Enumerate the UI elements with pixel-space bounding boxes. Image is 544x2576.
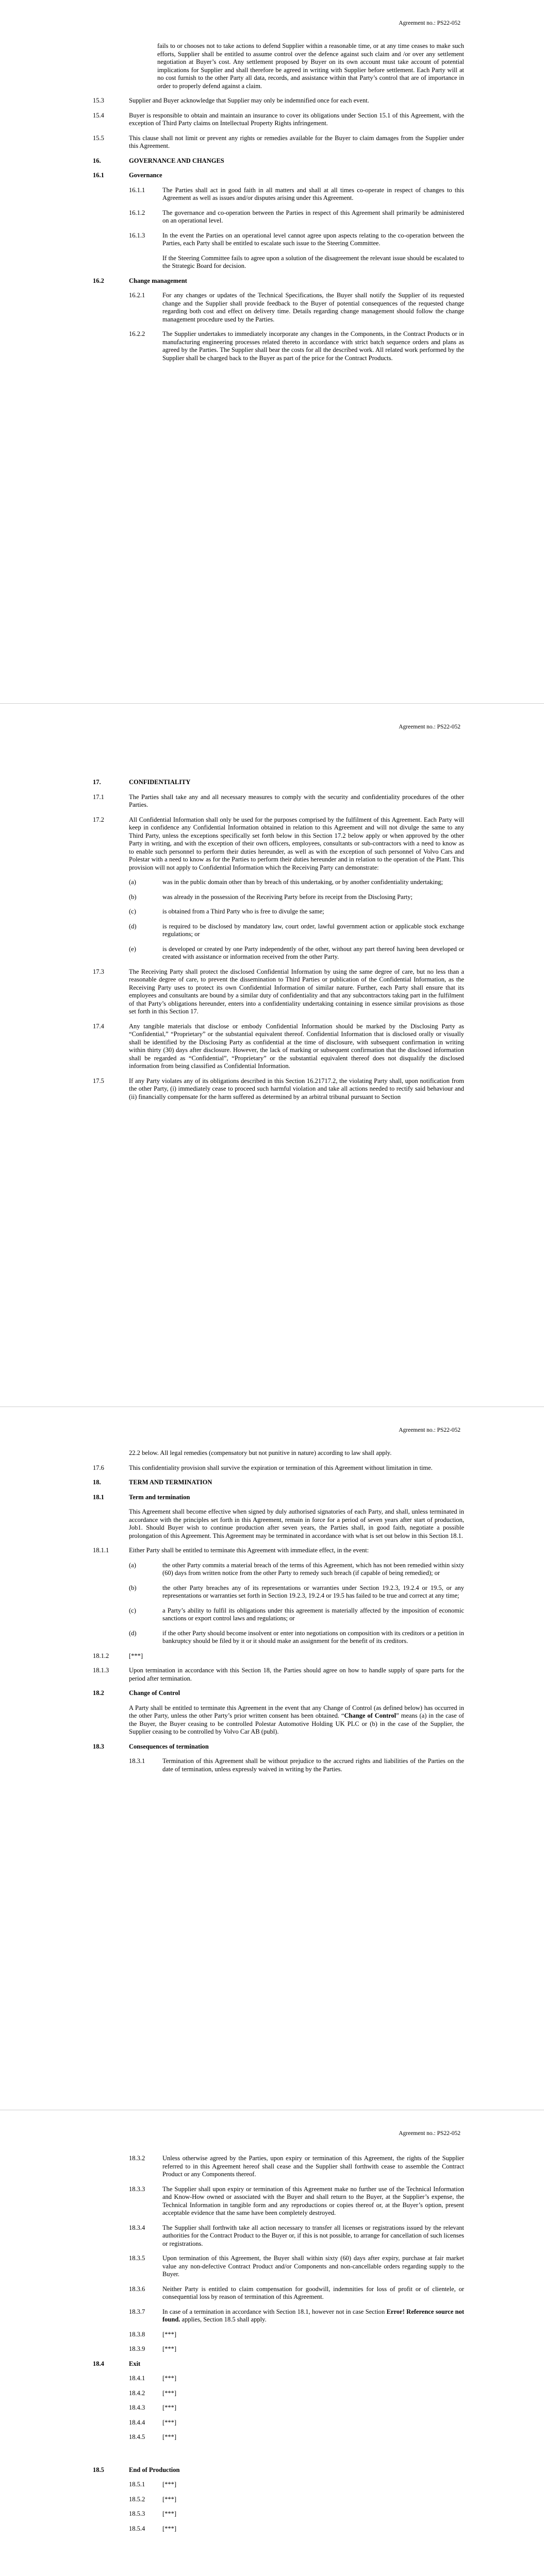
clause-18-3-3 xyxy=(129,2185,464,2217)
clause-18-4-3 xyxy=(129,2404,464,2412)
clause-text: Buyer is responsible to obtain and maintain an insurance to cover its obligations under Section 15.1 of this Agreement, with the exception of Third Party claims on Intellectual Property Rights infringement. xyxy=(129,111,464,127)
clause-number: 18.3.3 xyxy=(129,2185,145,2193)
clause-text: The Parties shall act in good faith in all matters and shall at all times co-operate in respect of changes to this Agreement as well as issues and/or disputes arising under this Agreement. xyxy=(162,186,464,201)
clause-18-1-1 xyxy=(93,1547,464,1555)
section-number: 18. xyxy=(93,1479,101,1486)
clause-text: The Supplier undertakes to immediately incorporate any changes in the Components, in the Contract Products or in manufacturing engineering processes related thereto in accordance with strict batch sequence orders and plans as agreed by the Parties. The Supplier shall bear the costs for all the described work. All related work performed by the Supplier shall be charged back to the Buyer as part of the price for the Contract Products. xyxy=(162,330,464,362)
clause-text: In the event the Parties on an operational level cannot agree upon aspects relating to the co-operation between the Parties, each Party shall be entitled to escalate such issue to the Steering Committee. xyxy=(162,231,464,247)
clause-18-3-1 xyxy=(129,1757,464,1773)
item-letter: (a) xyxy=(129,1561,136,1569)
clause-18-3-9 xyxy=(129,2345,464,2353)
clause-16-2-2 xyxy=(129,330,464,362)
redacted-text: [***] xyxy=(162,2524,177,2532)
clause-18-4-4 xyxy=(129,2419,464,2427)
clause-16-1-1 xyxy=(129,187,464,202)
clause-17-2-c xyxy=(129,908,464,916)
clause-number: 18.1 xyxy=(93,1493,104,1501)
clause-number: 17.2 xyxy=(93,816,104,823)
section-number: 16. xyxy=(93,157,101,164)
clause-number: 17.3 xyxy=(93,968,104,975)
clause-18-1-1-c xyxy=(129,1607,464,1623)
item-text: the other Party breaches any of its representations or warranties under Section 19.2.3, 19.2.4 or 19.5, or any representations or warranties set forth in Section 19.2.3, 19.2.4 or 19.5 has failed to be true and correct at any time; xyxy=(162,1584,464,1599)
clause-number: 18.1.1 xyxy=(93,1547,109,1554)
clause-18-5-1 xyxy=(129,2481,464,2489)
clause-text: Unless otherwise agreed by the Parties, upon expiry or termination of this Agreement, the rights of the Supplier referred to in this Agreement hereof shall cease and the Supplier shall forthwith cease to assemble the Contract Product or any Components thereof. xyxy=(162,2155,464,2178)
item-text: the other Party commits a material breach of the terms of this Agreement, which has not been remedied within sixty (60) days from written notice from the other Party to remedy such breach (if capable of being remedied); or xyxy=(162,1561,464,1577)
clause-18-3-4 xyxy=(129,2224,464,2248)
clause-15-4 xyxy=(93,112,464,128)
item-letter: (d) xyxy=(129,1629,137,1637)
clause-number: 18.5.2 xyxy=(129,2495,145,2503)
item-letter: (d) xyxy=(129,922,137,930)
clause-18-3-6 xyxy=(129,2285,464,2301)
clause-text: Upon termination in accordance with this Section 18, the Parties should agree on how to handle supply of spare parts for the period after termination. xyxy=(129,1667,464,1682)
text-run: In case of a termination in accordance with Section 18.1, however not in case Section xyxy=(162,2308,387,2315)
clause-18-3-5 xyxy=(129,2255,464,2279)
clause-number: 16.2.2 xyxy=(129,330,145,337)
redacted-text: [***] xyxy=(162,2510,177,2517)
clause-text: The governance and co-operation between the Parties in respect of this Agreement shall primarily be administered on an operational level. xyxy=(162,209,464,224)
clause-17-3 xyxy=(93,968,464,1016)
page-4-content xyxy=(93,2155,464,2539)
clause-text: The Parties shall take any and all necessary measures to comply with the security and confidentiality procedures of the other Parties. xyxy=(129,793,464,808)
document-page-3 xyxy=(0,1406,544,2110)
clause-number: 18.4.3 xyxy=(129,2404,145,2411)
clause-number: 18.3.6 xyxy=(129,2285,145,2293)
clause-18-3-2 xyxy=(129,2155,464,2179)
clause-number: 18.3.9 xyxy=(129,2345,145,2352)
clause-18-3-8 xyxy=(129,2331,464,2339)
clause-15-5 xyxy=(93,134,464,150)
redacted-text: [***] xyxy=(162,2330,177,2338)
clause-number: 15.4 xyxy=(93,111,104,119)
clause-18-3-heading xyxy=(93,1743,464,1751)
section-title: GOVERNANCE AND CHANGES xyxy=(129,157,224,164)
clause-18-1-1-a xyxy=(129,1562,464,1578)
clause-18-1-paragraph: This Agreement shall become effective when signed by duly authorised signatories of each Party, and shall, unless terminated in accordance with the principles set forth in this Agreement, remain in force for a period of seven years after start of production, Job1. Should Buyer wish to continue production after seven years, the Parties shall, in good faith, negotiate a possible prolongation of this Agreement. This Agreement may be terminated in accordance with what is set out below in this Section 18.1. xyxy=(129,1508,464,1539)
clause-text: Any tangible materials that disclose or embody Confidential Information should be marked by the Disclosing Party as “Confidential,” “Proprietary” or the substantial equivalent thereof. Confidential Information that is disclosed orally or visually shall be identified by the Disclosing Party as confidential at the time of disclosure, with subsequent confirmation in writing within thirty (30) days after disclosure. However, the lack of marking or subsequent confirmation that the disclosed information shall be regarded as “Confidential”, “Proprietary” or the substantial equivalent thereof does not disqualify the disclosed information from being classified as Confidential Information. xyxy=(129,1022,464,1070)
clause-number: 18.3.2 xyxy=(129,2155,145,2162)
clause-18-4-2 xyxy=(129,2389,464,2398)
clause-17-6 xyxy=(93,1464,464,1472)
clause-number: 16.1.1 xyxy=(129,186,145,194)
section-title: CONFIDENTIALITY xyxy=(129,778,191,786)
page-1-content xyxy=(93,42,464,369)
clause-number: 18.3.8 xyxy=(129,2330,145,2338)
clause-text: All Confidential Information shall only be used for the purposes comprised by the fulfilment of this Agreement. Each Party will keep in confidence any Confidential Information obtained in relation to this Agreement and will not divulge the same to any Third Party, unless the exceptions specifically set forth below in this Section 17.2 below apply or when approved by the other Party in writing, and with the exception of their own officers, employees, consultants or sub-contractors with a need to know as to enable such personnel to perform their duties hereunder, as well as with the exception of such personnel of Volvo Cars and Polestar with a need to know as for the Parties to perform their duties hereunder and in relation to the operation of the Plant. This provision will not apply to Confidential Information which the Receiving Party can demonstrate: xyxy=(129,816,464,871)
section-18-heading xyxy=(93,1479,464,1487)
clause-number: 18.4.4 xyxy=(129,2418,145,2426)
clause-number: 18.3.4 xyxy=(129,2224,145,2231)
clause-18-5-4 xyxy=(129,2525,464,2533)
page-2-content xyxy=(93,778,464,1108)
clause-text: For any changes or updates of the Technical Specifications, the Buyer shall notify the Supplier of its requested change and the Supplier shall provide feedback to the Buyer of potential consequences of the requested change regarding both cost and effect on delivery time. Details regarding change management should follow the change management procedure used by the Parties. xyxy=(162,292,464,323)
item-letter: (a) xyxy=(129,878,136,886)
document-page-1 xyxy=(0,0,544,703)
item-text: was in the public domain other than by breach of this undertaking, or by another confidentiality undertaking; xyxy=(162,878,443,886)
clause-number: 18.4 xyxy=(93,2360,104,2367)
clause-17-1 xyxy=(93,793,464,809)
clause-number: 18.5.3 xyxy=(129,2510,145,2517)
redacted-text: [***] xyxy=(162,2389,177,2397)
page-3-content xyxy=(93,1449,464,1780)
redacted-text: [***] xyxy=(162,2481,177,2488)
clause-17-4 xyxy=(93,1023,464,1071)
item-text: a Party’s ability to fulfil its obligations under this agreement is materially affected by the imposition of economic sanctions or export control laws and regulations; or xyxy=(162,1606,464,1622)
item-text: is required to be disclosed by mandatory law, court order, lawful government action or applicable stock exchange regulations; or xyxy=(162,922,464,938)
clause-18-5-3 xyxy=(129,2510,464,2518)
item-text: is developed or created by one Party independently of the other, without any part thereof having been developed or created with assistance or information received from the other Party. xyxy=(162,945,464,960)
clause-text: The Supplier shall upon expiry or termination of this Agreement make no further use of the Technical Information and Know-How owned or associated with the Buyer and shall return to the Buyer, at the Supplier’s expense, the Technical Information in tangible form and any reproductions or copies thereof or, at the Buyer’s option, present acceptable evidence that the same have been completely destroyed. xyxy=(162,2185,464,2216)
clause-16-1-heading xyxy=(93,172,464,180)
document-page-2 xyxy=(0,703,544,1406)
clause-17-5-continued: 22.2 below. All legal remedies (compensatory but not punitive in nature) according to law shall apply. xyxy=(129,1449,392,1456)
clause-text: This confidentiality provision shall survive the expiration or termination of this Agreement without limitation in time. xyxy=(129,1464,433,1471)
paragraph-15-2-continued: fails to or chooses not to take actions to defend Supplier within a reasonable time, or at any time ceases to make such efforts, Supplier shall be entitled to assume control over the defence against such claim and /or over any settlement negotiation at Buyer’s cost. Any settlement proposed by Buyer on its own account must take account of potential implications for Supplier and shall therefore be agreed in writing with Supplier before settlement. Each Party will at no cost furnish to the other Party all data, records, and assistance within that Party’s control that are of importance in order to properly defend against a claim. xyxy=(157,42,464,90)
reference-error: Error! Reference source not found. xyxy=(162,2308,464,2323)
section-number: 17. xyxy=(93,778,101,786)
item-text: if the other Party should become insolvent or enter into negotiations on composition with its creditors or a petition in bankruptcy should be filed by it or it should make an assignment for the benefit of its creditors. xyxy=(162,1629,464,1645)
clause-number: 16.2.1 xyxy=(129,292,145,299)
redacted-text: [***] xyxy=(162,2404,177,2411)
clause-number: 15.3 xyxy=(93,97,104,104)
clause-16-2-heading xyxy=(93,277,464,285)
document-page-4 xyxy=(0,2110,544,2576)
page-header-agreement-ref: Agreement no.: PS22-052 xyxy=(399,1427,460,1433)
clause-text: This clause shall not limit or prevent any rights or remedies available for the Buyer to claim damages from the Supplier under this Agreement. xyxy=(129,134,464,149)
clause-number: 18.5.4 xyxy=(129,2524,145,2532)
clause-title: Change management xyxy=(129,277,187,284)
clause-18-1-1-d xyxy=(129,1630,464,1646)
redacted-text: [***] xyxy=(162,2375,177,2382)
page-header-agreement-ref: Agreement no.: PS22-052 xyxy=(399,20,460,26)
clause-text: Either Party shall be entitled to terminate this Agreement with immediate effect, in the event: xyxy=(129,1547,369,1554)
clause-title: End of Production xyxy=(129,2466,180,2473)
clause-text: Supplier and Buyer acknowledge that Supplier may only be indemnified once for each event. xyxy=(129,97,369,104)
clause-18-3-7 xyxy=(129,2308,464,2324)
item-letter: (c) xyxy=(129,908,136,915)
clause-number: 18.3 xyxy=(93,1742,104,1750)
item-letter: (e) xyxy=(129,945,136,953)
clause-17-2-a xyxy=(129,878,464,887)
clause-number: 18.4.1 xyxy=(129,2375,145,2382)
redacted-text: [***] xyxy=(162,2495,177,2503)
section-16-heading xyxy=(93,157,464,165)
clause-text: [***] xyxy=(129,1652,143,1659)
section-title: TERM AND TERMINATION xyxy=(129,1479,212,1486)
page-header-agreement-ref: Agreement no.: PS22-052 xyxy=(399,724,460,730)
clause-text: If any Party violates any of its obligations described in this Section 16.21717.2, the violating Party shall, upon notification from the other Party, (i) immediately cease to proceed such harmful violation and take all actions needed to rectify said behaviour and (ii) financially compensate for the harm suffered as determined by an arbitral tribunal pursuant to Section xyxy=(129,1077,464,1100)
clause-number: 18.1.2 xyxy=(93,1652,109,1659)
clause-number: 18.4.2 xyxy=(129,2389,145,2397)
clause-17-2-b xyxy=(129,893,464,902)
item-letter: (b) xyxy=(129,893,137,901)
text-run: A Party shall be entitled to terminate this Agreement in the event that any Change of Control (as defined below) has occurred in the other Party, unless the other Party’s prior written consent has been obtained. “ xyxy=(129,1704,464,1719)
clause-number: 18.3.7 xyxy=(129,2308,145,2315)
clause-15-3 xyxy=(93,97,464,105)
clause-text: Termination of this Agreement shall be without prejudice to the accrued rights and liabilities of the Parties on the date of termination, unless expressly waived in writing by the Parties. xyxy=(162,1757,464,1773)
clause-text xyxy=(162,2308,464,2324)
clause-text: The Supplier shall forthwith take all action necessary to transfer all licenses or registrations issued by the relevant authorities for the Contract Product to the Buyer or, if this is not possible, to arrange for cancellation of such licenses or registrations. xyxy=(162,2224,464,2247)
clause-title: Change of Control xyxy=(129,1689,180,1697)
redacted-text: [***] xyxy=(162,2418,177,2426)
clause-number: 17.4 xyxy=(93,1022,104,1030)
clause-17-5 xyxy=(93,1077,464,1101)
clause-number: 18.3.1 xyxy=(129,1757,145,1765)
clause-18-4-1 xyxy=(129,2375,464,2383)
clause-number: 18.3.5 xyxy=(129,2255,145,2262)
clause-number: 16.2 xyxy=(93,277,104,284)
clause-18-2-paragraph xyxy=(129,1704,464,1736)
clause-number: 16.1.3 xyxy=(129,231,145,239)
clause-17-2-d xyxy=(129,923,464,939)
clause-16-2-1 xyxy=(129,292,464,324)
item-text: was already in the possession of the Receiving Party before its receipt from the Disclosing Party; xyxy=(162,893,413,901)
page-header-agreement-ref: Agreement no.: PS22-052 xyxy=(399,2130,460,2137)
section-17-heading xyxy=(93,778,464,787)
clause-number: 17.6 xyxy=(93,1464,104,1471)
clause-number: 15.5 xyxy=(93,134,104,142)
clause-18-1-3 xyxy=(93,1667,464,1683)
clause-number: 18.1.3 xyxy=(93,1667,109,1674)
clause-16-1-3-continued: If the Steering Committee fails to agree upon a solution of the disagreement the relevant issue should be escalated to the Strategic Board for decision. xyxy=(162,254,464,269)
clause-text: Upon termination of this Agreement, the Buyer shall within sixty (60) days after expiry, purchase at fair market value any non-defective Contract Product and/or Components and non-cancellable orders regarding supply to the Buyer. xyxy=(162,2255,464,2278)
clause-18-1-heading xyxy=(93,1494,464,1502)
item-text: is obtained from a Third Party who is free to divulge the same; xyxy=(162,908,324,915)
clause-title: Exit xyxy=(129,2360,141,2367)
item-letter: (c) xyxy=(129,1606,136,1614)
clause-18-1-2 xyxy=(93,1652,464,1660)
clause-16-1-3 xyxy=(129,232,464,248)
clause-18-5-2 xyxy=(129,2496,464,2504)
text-run: applies, Section 18.5 shall apply. xyxy=(180,2316,267,2323)
clause-number: 18.5.1 xyxy=(129,2481,145,2488)
clause-18-1-1-b xyxy=(129,1584,464,1600)
clause-17-2 xyxy=(93,816,464,872)
clause-title: Term and termination xyxy=(129,1493,190,1501)
redacted-text: [***] xyxy=(162,2433,177,2441)
clause-number: 16.1 xyxy=(93,172,104,179)
clause-18-4-heading xyxy=(93,2360,464,2368)
clause-title: Governance xyxy=(129,172,162,179)
redacted-text: [***] xyxy=(162,2345,177,2352)
clause-number: 17.5 xyxy=(93,1077,104,1084)
clause-number: 18.2 xyxy=(93,1689,104,1697)
defined-term: Change of Control xyxy=(344,1712,397,1719)
clause-title: Consequences of termination xyxy=(129,1742,209,1750)
clause-number: 17.1 xyxy=(93,793,104,801)
clause-text: The Receiving Party shall protect the disclosed Confidential Information by using the same degree of care, but no less than a reasonable degree of care, to prevent the dissemination to Third Parties or publication of the Confidential Information, as the Receiving Party uses to protect its own Confidential Information of similar nature. Further, each Party shall ensure that its employees and consultants are bound by a similar duty of confidentiality and that any subcontractors taking part in the fulfilment of that Party’s obligations hereunder, enters into a confidentiality undertaking containing in essence similar provisions as those set forth in this Section 17. xyxy=(129,968,464,1015)
clause-16-1-2 xyxy=(129,209,464,225)
clause-number: 16.1.2 xyxy=(129,209,145,216)
clause-18-5-heading xyxy=(93,2466,464,2475)
text-run: ” means (a) in the case of the Buyer, the Buyer ceasing to be controlled Polestar Automotive Holding UK PLC or (b) in the case of the Supplier, the Supplier ceasing to be controlled by Volvo Car AB (publ). xyxy=(129,1712,464,1735)
clause-18-4-5 xyxy=(129,2433,464,2442)
item-letter: (b) xyxy=(129,1584,137,1591)
clause-18-2-heading xyxy=(93,1689,464,1698)
clause-number: 18.5 xyxy=(93,2466,104,2473)
clause-text: Neither Party is entitled to claim compensation for goodwill, indemnities for loss of profit or of clientele, or consequential loss by reason of termination of this Agreement. xyxy=(162,2285,464,2300)
clause-number: 18.4.5 xyxy=(129,2433,145,2441)
clause-17-2-e xyxy=(129,945,464,961)
